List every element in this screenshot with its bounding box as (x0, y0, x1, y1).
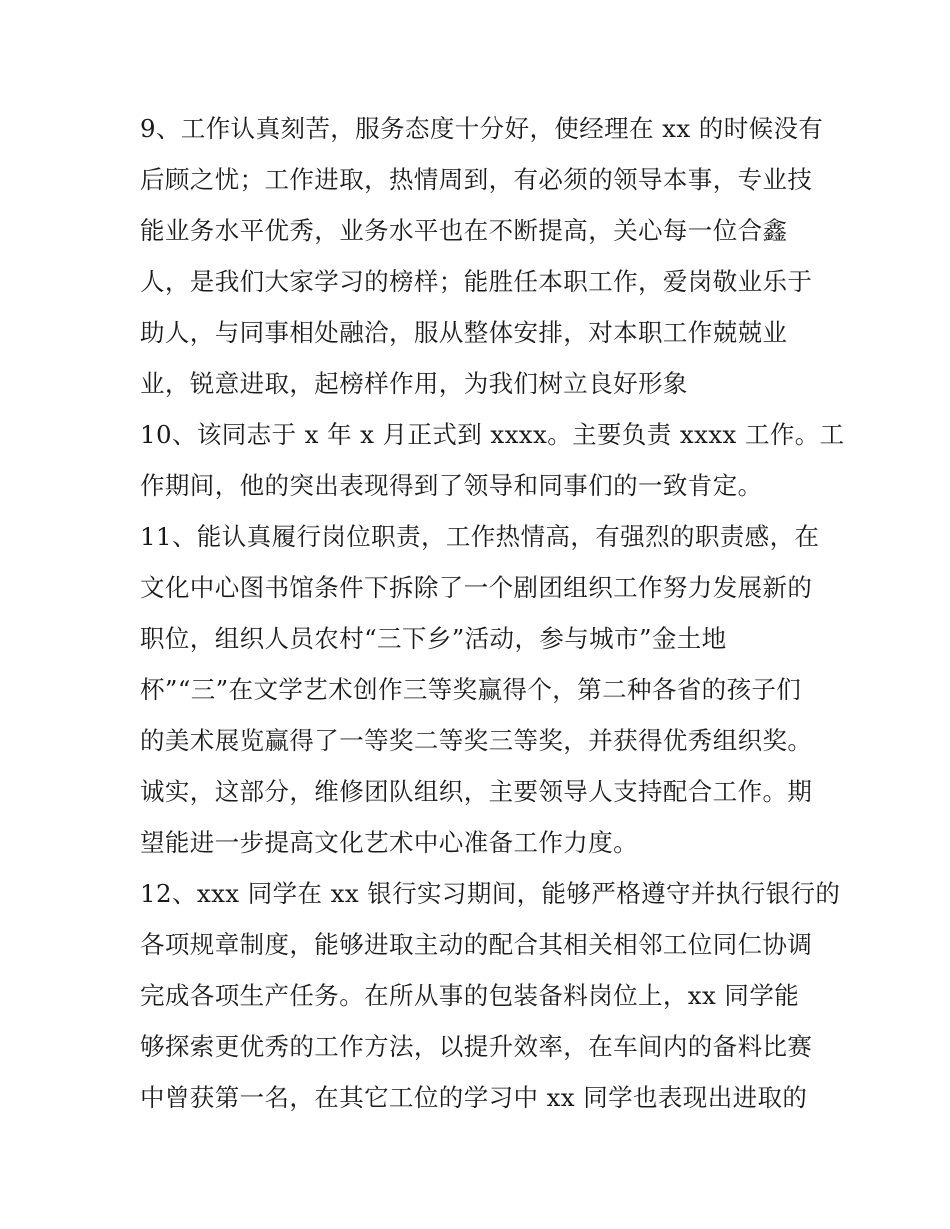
text-line: 10、该同志于 x 年 x 月正式到 xxxx。主要负责 xxxx 工作。工 (140, 420, 845, 449)
text-line: 能业务水平优秀，业务水平也在不断提高，关心每一位合鑫 (140, 216, 788, 245)
text-line: 杯”“三”在文学艺术创作三等奖赢得个，第二种各省的孩子们 (140, 675, 802, 704)
text-line: 够探索更优秀的工作方法，以提升效率，在车间内的备料比赛 (140, 1032, 813, 1061)
text-line: 望能进一步提高文化艺术中心准备工作力度。 (140, 828, 638, 857)
text-line: 9、工作认真刻苦，服务态度十分好，使经理在 xx 的时候没有 (140, 114, 824, 143)
document-body (140, 103, 845, 1123)
text-line: 作期间，他的突出表现得到了领导和同事们的一致肯定。 (140, 471, 763, 500)
text-line: 中曾获第一名，在其它工位的学习中 xx 同学也表现出进取的 (140, 1083, 808, 1112)
text-line: 文化中心图书馆条件下拆除了一个剧团组织工作努力发展新的 (140, 573, 813, 602)
text-line: 12、xxx 同学在 xx 银行实习期间，能够严格遵守并执行银行的 (140, 879, 841, 908)
text-line: 完成各项生产任务。在所从事的包装备料岗位上，xx 同学能 (140, 981, 800, 1010)
text-line: 助人，与同事相处融洽，服从整体安排，对本职工作兢兢业 (140, 318, 788, 347)
text-line: 人，是我们大家学习的榜样；能胜任本职工作，爱岗敬业乐于 (140, 267, 813, 296)
text-line: 的美术展览赢得了一等奖二等奖三等奖，并获得优秀组织奖。 (140, 726, 813, 755)
text-line: 11、能认真履行岗位职责，工作热情高，有强烈的职责感，在 (140, 522, 820, 551)
text-line: 业，锐意进取，起榜样作用，为我们树立良好形象 (140, 369, 688, 398)
text-line: 后顾之忧；工作进取，热情周到，有必须的领导本事，专业技 (140, 165, 813, 194)
text-line: 职位，组织人员农村“三下乡”活动，参与城市”金土地 (140, 624, 727, 653)
text-line: 各项规章制度，能够进取主动的配合其相关相邻工位同仁协调 (140, 930, 813, 959)
text-line: 诚实，这部分，维修团队组织，主要领导人支持配合工作。期 (140, 777, 813, 806)
